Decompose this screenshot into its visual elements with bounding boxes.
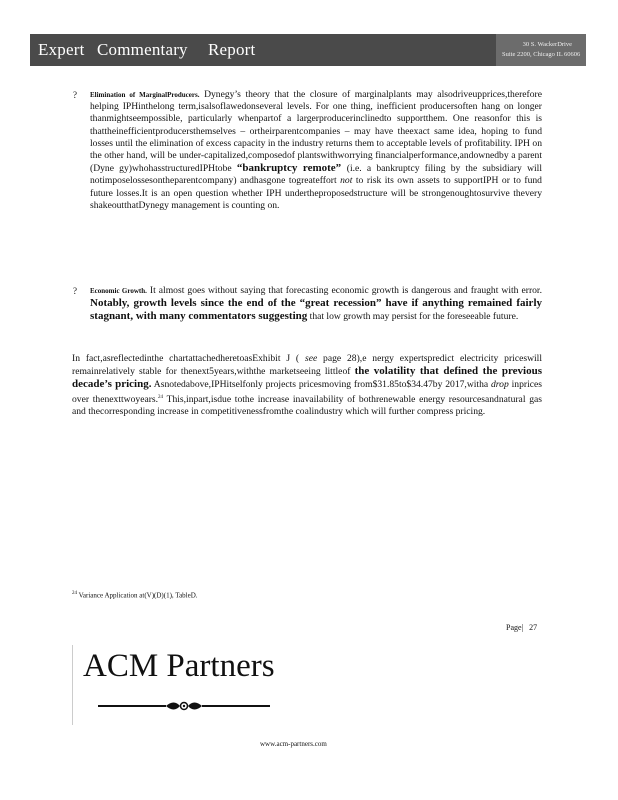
header-title-commentary: Commentary xyxy=(97,40,188,59)
header-title-report: Report xyxy=(208,40,256,59)
header-title-expert: Expert xyxy=(38,40,85,59)
paragraph-text: This,inpart,isdue tothe increase inavailability of bothrenewable energy resourcesandnatural gas and thecorresponding increase in competitivenessfromthe coalindustry which will further compress pricing. xyxy=(72,393,542,417)
address-line-2: Suite 2200, Chicago IL 60606 xyxy=(502,51,581,58)
paragraph-text: Asnotedabove,IPHitselfonly projects pricesmoving from$31.85to$34.47by 2017,witha xyxy=(151,379,491,391)
ornament-divider-icon xyxy=(96,697,272,715)
logo-divider xyxy=(72,645,73,725)
paragraph-text: It almost goes without saying that forecasting economic growth is dangerous and fraught with error. xyxy=(146,285,542,296)
company-logo: ACM Partners xyxy=(83,648,275,684)
address-line-1: 30 S. WackerDrive xyxy=(522,41,572,48)
footnote-number: 24 xyxy=(72,591,77,596)
paragraph-text: (i.e. a bankruptcy filing by the subsidiary will notimposelossesontheparentcompany) andhasgone togreateffort xyxy=(90,163,542,187)
paragraph-text: page 28),e nergy expertspredict electricity priceswill remainrelatively stable for thenext5years,withthe marketseeing littleof xyxy=(72,353,542,378)
footer-website: www.acm-partners.com xyxy=(260,740,327,748)
bullet-marker-1: ? xyxy=(73,90,77,100)
paragraph-text: that low growth may persist for the foreseeable future. xyxy=(307,311,519,323)
footnote-reference: 24 xyxy=(158,394,164,400)
paragraph-text: inprices over thenexttwoyears. xyxy=(72,379,542,405)
paragraph-text: to risk its own assets to supportIPH or to fund future losses.It is an open question whether IPH undertheproposedstructure will be strongenoughtosurvive thevery shakeoutthatDynegy management is counting on. xyxy=(90,175,542,211)
paragraph-elimination xyxy=(90,89,542,212)
header-address xyxy=(496,34,586,66)
emphasis-text: the volatility that defined the previous decade’s pricing. xyxy=(72,365,542,391)
paragraph-price-outlook xyxy=(72,353,542,418)
italic-text: not xyxy=(340,175,353,187)
paragraph-text: Dynegy’s theory that the closure of marginalplants may alsodriveupprices,therefore helping IPHinthelong term,isalsoflawedonseveral levels. For one thing, inefficient producersoften hang on longer thanmightseempossible, particularly whenpartof a largerproducerinclinedto supportthem. One reasonfor this is thattheinefficientproducersthemselves – ortheirparentcompanies – may have theexact same idea, hoping to fund losses until the elimination of excess capacity in the industry returns them to acceptable levels of profitability. IPH on the other hand, will be under-capitalized,composedof plantswithworrying financialperformance,andownedby a parent (Dyne gy)whohasstructuredIPHtobe xyxy=(90,89,542,175)
bullet-marker-2: ? xyxy=(73,286,77,296)
italic-text: drop xyxy=(490,379,509,391)
italic-text: see xyxy=(304,353,318,364)
emphasis-text: Notably, growth levels since the end of the “great recession” have if anything remained fairly stagnant, with many commentators suggesting xyxy=(90,297,542,323)
paragraph-text: In fact,asreflectedinthe chartattachedheretoasExhibit J ( xyxy=(72,353,305,364)
footnote-text: Variance Application at(V)(D)(1), TableD. xyxy=(77,591,198,600)
page-label: Page xyxy=(506,623,522,632)
paragraph-lead: Economic Growth. xyxy=(90,287,147,295)
page-number-value: 27 xyxy=(529,623,538,632)
report-header xyxy=(30,34,586,66)
paragraph-economic-growth xyxy=(90,285,542,324)
emphasis-text: “bankruptcy remote” xyxy=(236,162,347,175)
footnote xyxy=(72,591,198,599)
page-number: Page| 27 xyxy=(506,623,538,632)
paragraph-lead: Elimination of MarginalProducers. xyxy=(90,91,200,99)
